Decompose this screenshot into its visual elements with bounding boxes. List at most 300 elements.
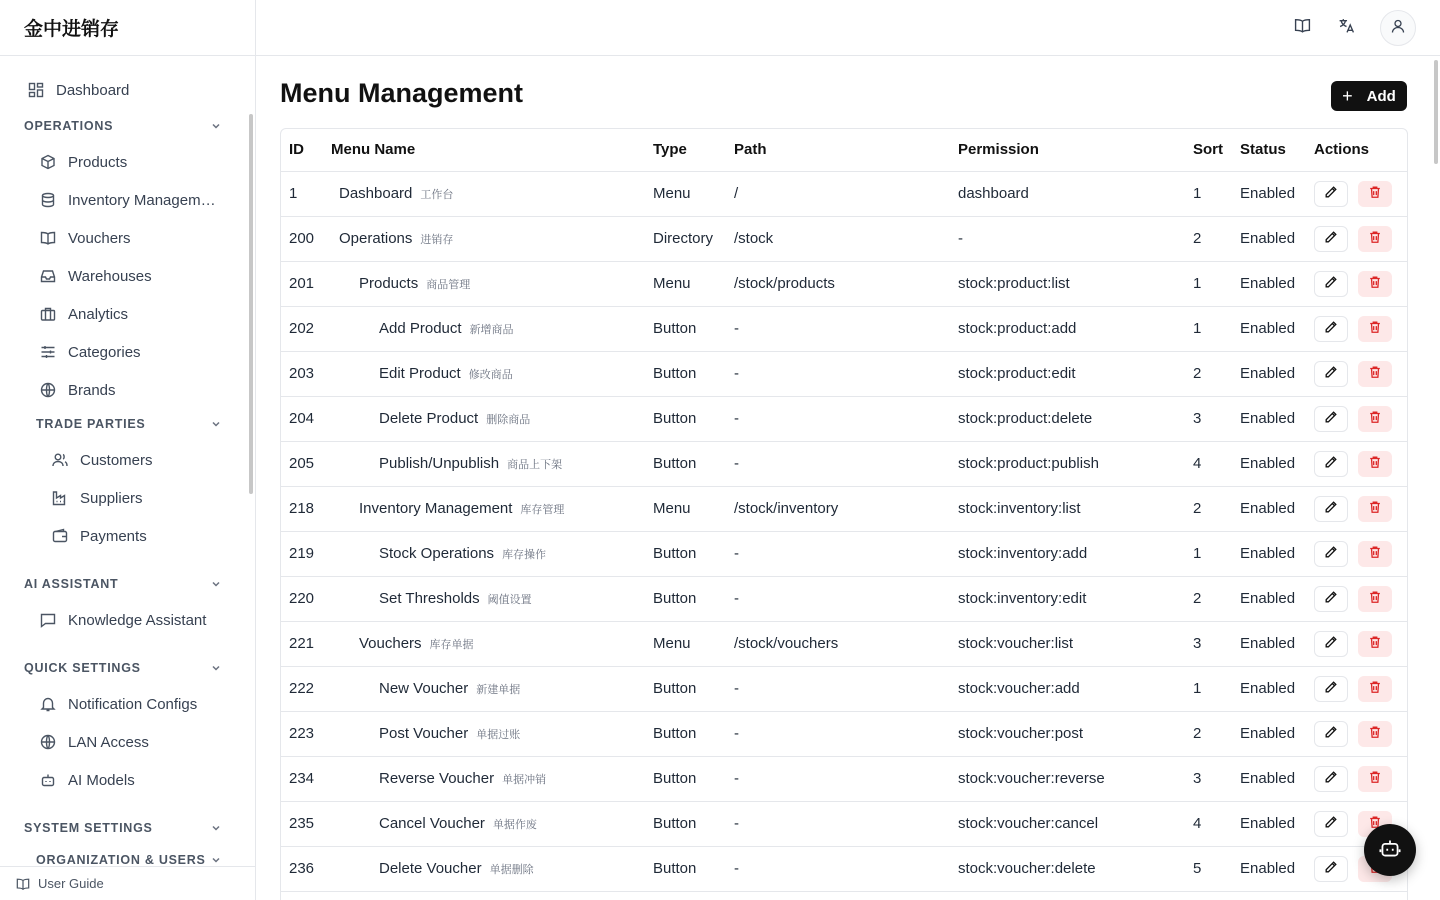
- cell-id: 203: [281, 351, 323, 396]
- cell-path: -: [726, 306, 950, 351]
- cell-id: 220: [281, 576, 323, 621]
- cell-type: Button: [645, 441, 726, 486]
- menu-name-zh: 库存单据: [429, 638, 474, 651]
- delete-button[interactable]: [1358, 766, 1392, 792]
- edit-button[interactable]: [1314, 676, 1348, 702]
- cell-status: Enabled: [1232, 396, 1306, 441]
- edit-button[interactable]: [1314, 541, 1348, 567]
- menu-name: Delete Voucher: [379, 860, 482, 877]
- edit-button[interactable]: [1314, 226, 1348, 252]
- menu-name-zh: 新建单据: [476, 683, 521, 696]
- cell-path: /stock/products: [726, 261, 950, 306]
- edit-button[interactable]: [1314, 586, 1348, 612]
- cell-id: 219: [281, 531, 323, 576]
- cell-menu-name: [323, 441, 645, 486]
- cell-type: Directory: [645, 216, 726, 261]
- brand: [0, 0, 255, 56]
- edit-button[interactable]: [1314, 856, 1348, 882]
- sidebar-item-brands[interactable]: [40, 374, 116, 406]
- sidebar-item-inventory[interactable]: [40, 184, 216, 216]
- cell-actions: [1306, 486, 1408, 531]
- cell-actions: [1306, 576, 1408, 621]
- delete-button[interactable]: [1358, 181, 1392, 207]
- cell-actions: [1306, 351, 1408, 396]
- menu-name: Products: [359, 275, 419, 292]
- cell-permission: stock:voucher:post: [950, 711, 1185, 756]
- pencil-icon: [1324, 320, 1338, 338]
- cell-status: Enabled: [1232, 486, 1306, 531]
- pencil-icon: [1324, 500, 1338, 518]
- cell-type: Button: [645, 531, 726, 576]
- table-row: [281, 621, 1408, 666]
- menu-name-zh: 修改商品: [468, 368, 513, 381]
- inbox-icon: [40, 268, 56, 284]
- cell-actions: [1306, 441, 1408, 486]
- pencil-icon: [1324, 635, 1338, 653]
- cell-permission: stock:product:publish: [950, 441, 1185, 486]
- menu-name: New Voucher: [379, 680, 469, 697]
- sidebar-item-analytics[interactable]: [40, 298, 128, 330]
- menu-name-zh: 单据删除: [489, 863, 534, 876]
- bot-icon: [40, 772, 56, 788]
- globe-icon: [40, 734, 56, 750]
- cell-id: 222: [281, 666, 323, 711]
- cell-actions: [1306, 261, 1408, 306]
- sidebar-scrollbar[interactable]: [249, 114, 253, 494]
- menu-name-zh: 单据冲销: [502, 773, 547, 786]
- group-label: OPERATIONS: [24, 119, 114, 133]
- edit-button[interactable]: [1314, 631, 1348, 657]
- cell-sort: 2: [1185, 576, 1232, 621]
- sliders-icon: [40, 344, 56, 360]
- pencil-icon: [1324, 410, 1338, 428]
- add-menu-button[interactable]: [1331, 81, 1407, 111]
- column-header-menu-name[interactable]: Menu Name: [323, 129, 645, 171]
- menu-name-zh: 商品上下架: [507, 458, 563, 471]
- cell-permission: stock:voucher:delete: [950, 846, 1185, 891]
- delete-button[interactable]: [1358, 361, 1392, 387]
- sidebar-item-label: Notification Configs: [68, 695, 198, 713]
- cell-type: Button: [645, 666, 726, 711]
- cell-status: Enabled: [1232, 351, 1306, 396]
- bell-icon: [40, 696, 56, 712]
- cell-type: Menu: [645, 621, 726, 666]
- book-open-icon: [16, 877, 30, 891]
- cell-type: Button: [645, 396, 726, 441]
- cell-permission: stock:product:delete: [950, 396, 1185, 441]
- pencil-icon: [1324, 680, 1338, 698]
- trash-icon: [1368, 185, 1382, 203]
- trash-icon: [1368, 455, 1382, 473]
- cell-id: 221: [281, 621, 323, 666]
- pencil-icon: [1324, 230, 1338, 248]
- cell-status: Enabled: [1232, 621, 1306, 666]
- cell-id: 235: [281, 801, 323, 846]
- cell-menu-name: [323, 621, 645, 666]
- table-row: [281, 756, 1408, 801]
- cell-path: -: [726, 666, 950, 711]
- sidebar-item-label: Payments: [80, 527, 147, 545]
- factory-icon: [52, 490, 68, 506]
- menu-name: Operations: [339, 230, 413, 247]
- cell-permission: stock:product:list: [950, 261, 1185, 306]
- sidebar-item-knowledge-assistant[interactable]: [40, 604, 206, 636]
- cell-type: Menu: [645, 261, 726, 306]
- table-row: [281, 396, 1408, 441]
- cell-permission: stock:inventory:add: [950, 531, 1185, 576]
- cell-type: Button: [645, 351, 726, 396]
- cell-permission: stock:voucher:add: [950, 666, 1185, 711]
- bot-icon: [1379, 837, 1401, 864]
- delete-button[interactable]: [1358, 631, 1392, 657]
- cell-status: Enabled: [1232, 261, 1306, 306]
- cell-path: /stock/vouchers: [726, 621, 950, 666]
- pencil-icon: [1324, 860, 1338, 878]
- user-guide-label: User Guide: [38, 876, 104, 891]
- chevron-down-icon: [210, 854, 222, 866]
- menu-name-zh: 新增商品: [469, 323, 514, 336]
- translate-icon: [1338, 17, 1355, 39]
- group-label: SYSTEM SETTINGS: [24, 821, 153, 835]
- table-row: [281, 531, 1408, 576]
- table-row: [281, 351, 1408, 396]
- sidebar-item-customers[interactable]: [52, 444, 153, 476]
- cell-permission: stock:inventory:list: [950, 486, 1185, 531]
- menu-name-zh: 工作台: [420, 188, 454, 201]
- brand-name: 金中进销存: [24, 18, 120, 40]
- column-header-id[interactable]: ID: [281, 129, 323, 171]
- menu-name-zh: 进销存: [420, 233, 454, 246]
- cell-status: Enabled: [1232, 756, 1306, 801]
- book-open-icon: [40, 230, 56, 246]
- menu-name-zh: 单据作废: [492, 818, 537, 831]
- sidebar-item-ai-models[interactable]: [40, 764, 135, 796]
- cell-sort: 1: [1185, 531, 1232, 576]
- table-row: [281, 576, 1408, 621]
- cell-permission: dashboard: [950, 171, 1185, 216]
- menu-name: Post Voucher: [379, 725, 469, 742]
- ai-assistant-fab[interactable]: [1364, 824, 1416, 876]
- table-row: [281, 666, 1408, 711]
- pencil-icon: [1324, 545, 1338, 563]
- delete-button[interactable]: [1358, 226, 1392, 252]
- cell-path: -: [726, 801, 950, 846]
- cell-permission: stock:product:edit: [950, 351, 1185, 396]
- trash-icon: [1368, 230, 1382, 248]
- sidebar-item-products[interactable]: [40, 146, 127, 178]
- globe-icon: [40, 382, 56, 398]
- sidebar-item-label: Dashboard: [56, 81, 130, 99]
- cell-sort: 4: [1185, 801, 1232, 846]
- cell-path: -: [726, 576, 950, 621]
- table-row: [281, 801, 1408, 846]
- column-header-actions: Actions: [1306, 129, 1408, 171]
- group-trade-parties[interactable]: [36, 412, 222, 436]
- group-organization-users[interactable]: [36, 848, 222, 866]
- chevron-down-icon: [210, 418, 222, 430]
- cell-type: Menu: [645, 486, 726, 531]
- table-row: [281, 846, 1408, 891]
- sidebar-nav: [0, 56, 255, 866]
- column-header-path[interactable]: Path: [726, 129, 950, 171]
- delete-button[interactable]: [1358, 451, 1392, 477]
- pencil-icon: [1324, 185, 1338, 203]
- group-label: QUICK SETTINGS: [24, 661, 141, 675]
- sidebar-item-label: Warehouses: [68, 267, 152, 285]
- cell-permission: stock:product:add: [950, 306, 1185, 351]
- edit-button[interactable]: [1314, 766, 1348, 792]
- group-label: ORGANIZATION & USERS: [36, 853, 206, 866]
- cell-actions: [1306, 666, 1408, 711]
- sidebar-item-label: Inventory Managem…: [68, 191, 216, 209]
- sidebar: [0, 0, 256, 900]
- column-header-permission[interactable]: Permission: [950, 129, 1185, 171]
- trash-icon: [1368, 365, 1382, 383]
- trash-icon: [1368, 545, 1382, 563]
- sidebar-item-label: Categories: [68, 343, 141, 361]
- cell-sort: 3: [1185, 756, 1232, 801]
- cell-id: 218: [281, 486, 323, 531]
- cell-menu-name: [323, 756, 645, 801]
- edit-button[interactable]: [1314, 496, 1348, 522]
- cell-actions: [1306, 711, 1408, 756]
- edit-button[interactable]: [1314, 811, 1348, 837]
- book-open-icon: [1294, 17, 1311, 39]
- user-avatar-button[interactable]: [1380, 10, 1416, 46]
- message-square-icon: [40, 612, 56, 628]
- cell-menu-name: [323, 801, 645, 846]
- edit-button[interactable]: [1314, 406, 1348, 432]
- cell-sort: 2: [1185, 351, 1232, 396]
- cell-menu-name: [323, 216, 645, 261]
- table-row: [281, 486, 1408, 531]
- chevron-down-icon: [210, 578, 222, 590]
- cell-sort: 3: [1185, 621, 1232, 666]
- docs-button[interactable]: [1290, 16, 1314, 40]
- pencil-icon: [1324, 365, 1338, 383]
- cell-actions: [1306, 531, 1408, 576]
- delete-button[interactable]: [1358, 676, 1392, 702]
- cell-sort: 2: [1185, 711, 1232, 756]
- cell-sort: 1: [1185, 171, 1232, 216]
- pencil-icon: [1324, 770, 1338, 788]
- cell-menu-name: [323, 306, 645, 351]
- cell-menu-name: [323, 576, 645, 621]
- cell-id: 1: [281, 171, 323, 216]
- sidebar-item-label: LAN Access: [68, 733, 149, 751]
- cell-type: Button: [645, 801, 726, 846]
- database-icon: [40, 192, 56, 208]
- table-row: [281, 441, 1408, 486]
- sidebar-item-payments[interactable]: [52, 520, 147, 552]
- cell-path: -: [726, 756, 950, 801]
- add-button-label: Add: [1366, 87, 1396, 105]
- users-icon: [52, 452, 68, 468]
- language-button[interactable]: [1334, 16, 1358, 40]
- trash-icon: [1368, 680, 1382, 698]
- delete-button[interactable]: [1358, 406, 1392, 432]
- cell-sort: 4: [1185, 441, 1232, 486]
- trash-icon: [1368, 770, 1382, 788]
- edit-button[interactable]: [1314, 361, 1348, 387]
- cell-menu-name: [323, 261, 645, 306]
- sidebar-item-label: Suppliers: [80, 489, 143, 507]
- cell-actions: [1306, 621, 1408, 666]
- delete-button[interactable]: [1358, 586, 1392, 612]
- menu-name: Reverse Voucher: [379, 770, 495, 787]
- cell-menu-name: [323, 666, 645, 711]
- sidebar-item-lan-access[interactable]: [40, 726, 149, 758]
- sidebar-item-notification-configs[interactable]: [40, 688, 197, 720]
- chevron-down-icon: [210, 120, 222, 132]
- sidebar-item-label: Vouchers: [68, 229, 131, 247]
- sidebar-item-label: Analytics: [68, 305, 129, 323]
- cell-id: 200: [281, 216, 323, 261]
- cell-path: -: [726, 711, 950, 756]
- cell-status: Enabled: [1232, 216, 1306, 261]
- cell-sort: 1: [1185, 306, 1232, 351]
- cell-id: 234: [281, 756, 323, 801]
- sidebar-item-dashboard[interactable]: [28, 74, 129, 106]
- pencil-icon: [1324, 590, 1338, 608]
- column-header-type[interactable]: Type: [645, 129, 726, 171]
- trash-icon: [1368, 500, 1382, 518]
- trash-icon: [1368, 635, 1382, 653]
- cell-type: Button: [645, 711, 726, 756]
- edit-button[interactable]: [1314, 181, 1348, 207]
- cell-menu-name: [323, 486, 645, 531]
- menu-name-zh: 单据过账: [476, 728, 521, 741]
- cell-path: -: [726, 441, 950, 486]
- cell-sort: 2: [1185, 486, 1232, 531]
- cell-status: Enabled: [1232, 801, 1306, 846]
- cell-id: 204: [281, 396, 323, 441]
- cell-status: Enabled: [1232, 531, 1306, 576]
- cell-status: Enabled: [1232, 711, 1306, 756]
- column-header-sort[interactable]: Sort: [1185, 129, 1232, 171]
- group-ai-assistant[interactable]: [24, 572, 222, 596]
- cell-id: 205: [281, 441, 323, 486]
- menu-name: Edit Product: [379, 365, 461, 382]
- pencil-icon: [1324, 455, 1338, 473]
- user-guide-link[interactable]: [0, 866, 255, 900]
- sidebar-item-label: Products: [68, 153, 128, 171]
- menu-name: Publish/Unpublish: [379, 455, 500, 472]
- cell-menu-name: [323, 846, 645, 891]
- cell-menu-name: [323, 531, 645, 576]
- cell-path: -: [726, 396, 950, 441]
- main-scrollbar[interactable]: [1434, 60, 1438, 164]
- group-system-settings[interactable]: [24, 816, 222, 840]
- pencil-icon: [1324, 275, 1338, 293]
- sidebar-item-categories[interactable]: [40, 336, 141, 368]
- cell-sort: 1: [1185, 666, 1232, 711]
- delete-button[interactable]: [1358, 316, 1392, 342]
- cell-status: Enabled: [1232, 666, 1306, 711]
- menu-name-zh: 阈值设置: [487, 593, 532, 606]
- cell-sort: 1: [1185, 261, 1232, 306]
- delete-button[interactable]: [1358, 271, 1392, 297]
- menu-name: Vouchers: [359, 635, 422, 652]
- cell-status: Enabled: [1232, 306, 1306, 351]
- briefcase-icon: [40, 306, 56, 322]
- page-title: Menu Management: [280, 78, 524, 108]
- cell-type: Button: [645, 756, 726, 801]
- edit-button[interactable]: [1314, 271, 1348, 297]
- cell-permission: stock:voucher:list: [950, 621, 1185, 666]
- delete-button[interactable]: [1358, 541, 1392, 567]
- trash-icon: [1368, 320, 1382, 338]
- cell-path: /: [726, 171, 950, 216]
- cell-permission: -: [950, 216, 1185, 261]
- menu-name: Inventory Management: [359, 500, 513, 517]
- cell-path: -: [726, 846, 950, 891]
- edit-button[interactable]: [1314, 451, 1348, 477]
- user-icon: [1390, 18, 1406, 39]
- sidebar-item-label: Brands: [68, 381, 116, 399]
- pencil-icon: [1324, 725, 1338, 743]
- table-row: [281, 216, 1408, 261]
- menu-name: Dashboard: [339, 185, 413, 202]
- trash-icon: [1368, 410, 1382, 428]
- edit-button[interactable]: [1314, 316, 1348, 342]
- table-row: [281, 171, 1408, 216]
- cell-path: /stock: [726, 216, 950, 261]
- group-label: TRADE PARTIES: [36, 417, 146, 431]
- group-label: AI ASSISTANT: [24, 577, 119, 591]
- sidebar-item-label: AI Models: [68, 771, 135, 789]
- trash-icon: [1368, 725, 1382, 743]
- cell-sort: 3: [1185, 396, 1232, 441]
- menu-name-zh: 商品管理: [426, 278, 471, 291]
- sidebar-item-suppliers[interactable]: [52, 482, 143, 514]
- column-header-status[interactable]: Status: [1232, 129, 1306, 171]
- menu-name: Stock Operations: [379, 545, 495, 562]
- cell-type: Menu: [645, 171, 726, 216]
- cell-id: 201: [281, 261, 323, 306]
- sidebar-item-warehouses[interactable]: [40, 260, 152, 292]
- group-operations[interactable]: [24, 114, 222, 138]
- table-row: [281, 711, 1408, 756]
- cell-sort: 5: [1185, 846, 1232, 891]
- cell-path: -: [726, 531, 950, 576]
- cell-path: -: [726, 351, 950, 396]
- menu-name: Set Thresholds: [379, 590, 480, 607]
- cell-id: 223: [281, 711, 323, 756]
- cell-actions: [1306, 756, 1408, 801]
- cell-id: 202: [281, 306, 323, 351]
- menu-name-zh: 库存管理: [520, 503, 565, 516]
- trash-icon: [1368, 590, 1382, 608]
- cell-sort: 2: [1185, 216, 1232, 261]
- menu-name: Delete Product: [379, 410, 479, 427]
- cell-status: Enabled: [1232, 576, 1306, 621]
- cell-type: Button: [645, 576, 726, 621]
- cell-path: /stock/inventory: [726, 486, 950, 531]
- sidebar-item-vouchers[interactable]: [40, 222, 131, 254]
- sidebar-item-label: Customers: [80, 451, 153, 469]
- delete-button[interactable]: [1358, 496, 1392, 522]
- cell-status: Enabled: [1232, 441, 1306, 486]
- edit-button[interactable]: [1314, 721, 1348, 747]
- group-quick-settings[interactable]: [24, 656, 222, 680]
- cell-menu-name: [323, 396, 645, 441]
- cell-actions: [1306, 171, 1408, 216]
- cell-menu-name: [323, 171, 645, 216]
- cell-menu-name: [323, 351, 645, 396]
- delete-button[interactable]: [1358, 721, 1392, 747]
- cell-status: Enabled: [1232, 846, 1306, 891]
